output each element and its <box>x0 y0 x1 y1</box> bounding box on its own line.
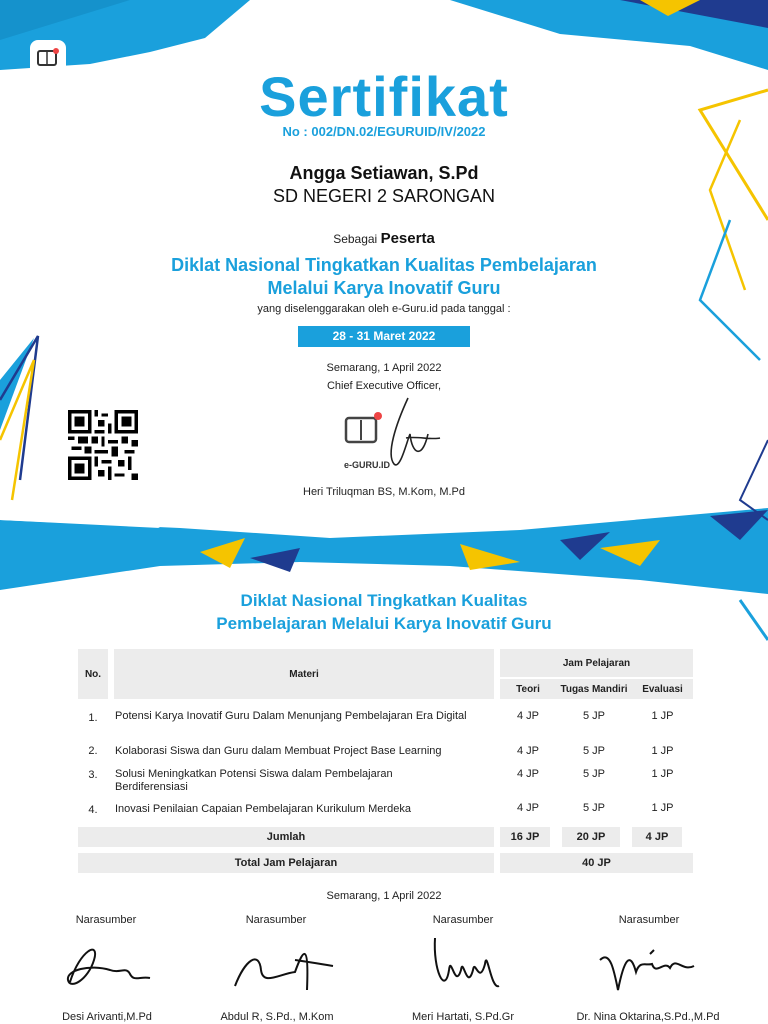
course-title-line1: Diklat Nasional Tingkatkan Kualitas Pembelajaran <box>171 255 597 275</box>
role-value: Peserta <box>380 230 435 247</box>
row-4-evaluasi: 1 JP <box>651 802 674 814</box>
organizer-text: yang diselenggarakan oleh e-Guru.id pada tanggal : <box>257 303 511 315</box>
brand-logo-text: e-Guru.id <box>27 80 69 90</box>
course-title <box>0 254 768 300</box>
role-prefix: Sebagai <box>333 232 378 246</box>
header-tugas-mandiri: Tugas Mandiri <box>556 679 632 699</box>
header-jam-pelajaran: Jam Pelajaran <box>500 649 693 677</box>
row-3-tugas: 5 JP <box>582 768 605 780</box>
stamp-text: e-GURU.ID <box>344 460 391 470</box>
row-3-evaluasi: 1 JP <box>651 768 674 780</box>
speaker-4-label: Narasumber <box>618 914 680 926</box>
speaker-2-label: Narasumber <box>245 914 307 926</box>
speaker-1-signature <box>50 930 170 1000</box>
jumlah-tugas: 20 JP <box>562 827 620 847</box>
speaker-3-label: Narasumber <box>432 914 494 926</box>
speaker-2-name: Abdul R, S.Pd., M.Kom <box>220 1011 334 1023</box>
speaker-3-name: Meri Hartati, S.Pd.Gr <box>411 1011 515 1023</box>
speaker-4-name: Dr. Nina Oktarina,S.Pd.,M.Pd <box>576 1011 720 1023</box>
qr-code <box>68 410 138 480</box>
recipient-school: SD NEGERI 2 SARONGAN <box>272 186 496 206</box>
participant-role <box>0 230 768 247</box>
row-2-evaluasi: 1 JP <box>651 745 674 757</box>
row-2-tugas: 5 JP <box>582 745 605 757</box>
speaker-1-label: Narasumber <box>75 914 137 926</box>
ceo-name: Heri Triluqman BS, M.Kom, M.Pd <box>303 486 465 498</box>
header-no: No. <box>78 649 108 699</box>
total-value: 40 JP <box>500 853 693 873</box>
syllabus-title <box>0 589 768 635</box>
row-3-teori: 4 JP <box>516 768 539 780</box>
signer-role: Chief Executive Officer, <box>326 380 442 392</box>
ceo-stamp-signature <box>336 394 446 480</box>
header-materi: Materi <box>114 649 494 699</box>
row-1-materi: Potensi Karya Inovatif Guru Dalam Menunjang Pembelajaran Era Digital <box>115 710 467 722</box>
jumlah-evaluasi: 4 JP <box>632 827 682 847</box>
jumlah-label: Jumlah <box>78 827 494 847</box>
row-3-materi: Solusi Meningkatkan Potensi Siswa dalam Pembelajaran Berdiferensiasi <box>115 768 393 793</box>
row-2-materi: Kolaborasi Siswa dan Guru dalam Membuat Project Base Learning <box>115 745 442 757</box>
certificate-number: No : 002/DN.02/EGURUID/IV/2022 <box>282 124 486 139</box>
certificate-title: Sertifikat <box>259 65 509 128</box>
row-1-evaluasi: 1 JP <box>651 710 674 722</box>
syllabus-title-line2: Pembelajaran Melalui Karya Inovatif Guru <box>216 614 552 633</box>
speaker-1-name: Desi Arivanti,M.Pd <box>62 1011 152 1023</box>
row-4-no: 4. <box>88 804 98 816</box>
row-2-no: 2. <box>88 745 98 757</box>
header-teori: Teori <box>500 679 556 699</box>
total-label: Total Jam Pelajaran <box>78 853 494 873</box>
row-1-teori: 4 JP <box>516 710 539 722</box>
speakers-sign-date: Semarang, 1 April 2022 <box>326 890 442 902</box>
row-4-tugas: 5 JP <box>582 802 605 814</box>
signing-place-date: Semarang, 1 April 2022 <box>326 362 442 374</box>
syllabus-title-line1: Diklat Nasional Tingkatkan Kualitas <box>240 591 528 610</box>
row-4-materi: Inovasi Penilaian Capaian Pembelajaran Kurikulum Merdeka <box>115 803 411 815</box>
row-3-no: 3. <box>88 769 98 781</box>
row-2-teori: 4 JP <box>516 745 539 757</box>
header-evaluasi: Evaluasi <box>632 679 693 699</box>
jumlah-teori: 16 JP <box>500 827 550 847</box>
course-title-line2: Melalui Karya Inovatif Guru <box>267 278 501 298</box>
speaker-3-signature <box>415 930 535 1000</box>
event-date-badge: 28 - 31 Maret 2022 <box>298 326 470 347</box>
speaker-2-signature <box>225 930 345 1000</box>
recipient-name: Angga Setiawan, S.Pd <box>289 163 479 183</box>
row-1-no: 1. <box>88 712 98 724</box>
row-4-teori: 4 JP <box>516 802 539 814</box>
speaker-4-signature <box>590 930 710 1000</box>
row-1-tugas: 5 JP <box>582 710 605 722</box>
